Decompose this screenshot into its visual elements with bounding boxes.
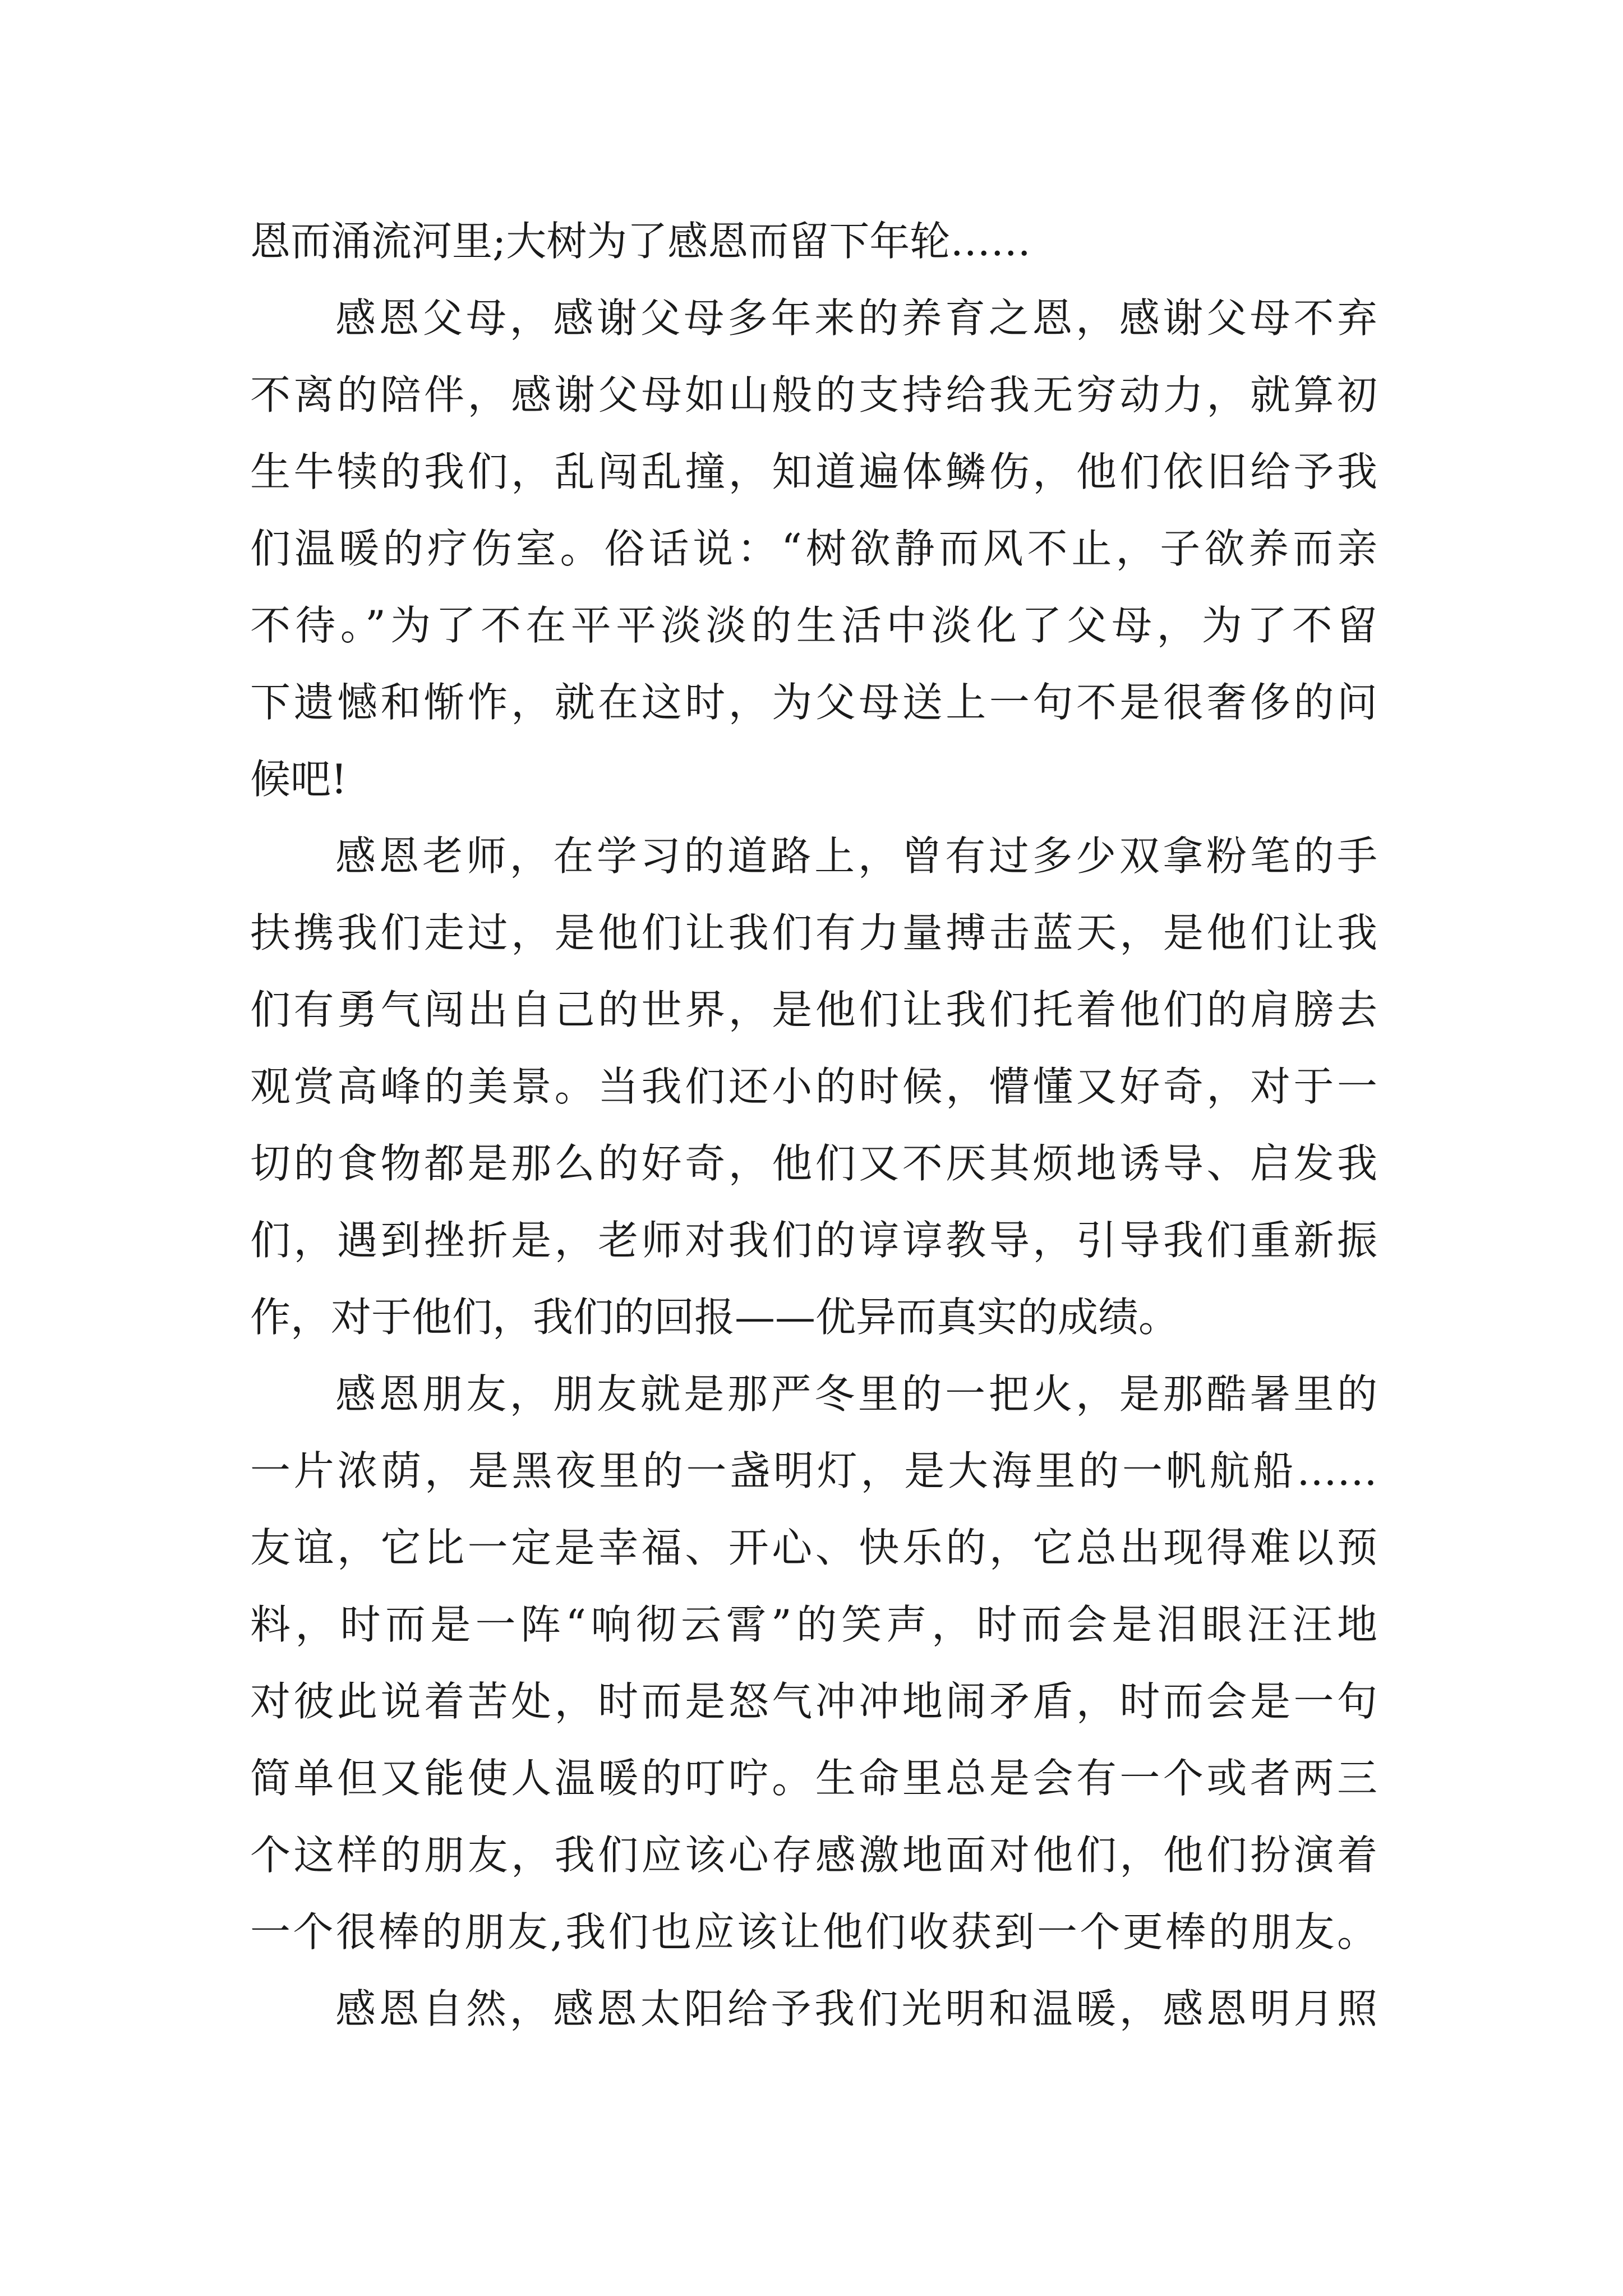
text-line: 不待。”为了不在平平淡淡的生活中淡化了父母，为了不留 bbox=[250, 602, 1377, 649]
text-line: 切的食物都是那么的好奇，他们又不厌其烦地诱导、启发我 bbox=[250, 1140, 1377, 1187]
text-line: 料，时而是一阵“响彻云霄”的笑声，时而会是泪眼汪汪地 bbox=[250, 1601, 1377, 1648]
text-line: 作，对于他们，我们的回报——优异而真实的成绩。 bbox=[250, 1294, 1179, 1341]
text-line: 一个很棒的朋友,我们也应该让他们收获到一个更棒的朋友。 bbox=[250, 1908, 1377, 1955]
text-line: 恩而涌流河里;大树为了感恩而留下年轮…… bbox=[250, 218, 1031, 265]
paragraph-first-line: 感恩父母，感谢父母多年来的养育之恩，感谢父母不弃 bbox=[335, 295, 1377, 342]
text-line: 候吧! bbox=[250, 756, 347, 803]
text-line: 友谊，它比一定是幸福、开心、快乐的，它总出现得难以预 bbox=[250, 1524, 1377, 1571]
text-line: 对彼此说着苦处，时而是怒气冲冲地闹矛盾，时而会是一句 bbox=[250, 1678, 1377, 1725]
text-line: 们有勇气闯出自己的世界，是他们让我们托着他们的肩膀去 bbox=[250, 986, 1377, 1033]
text-line: 个这样的朋友，我们应该心存感激地面对他们，他们扮演着 bbox=[250, 1832, 1377, 1879]
paragraph-first-line: 感恩自然，感恩太阳给予我们光明和温暖，感恩明月照 bbox=[335, 1985, 1377, 2032]
paragraph-first-line: 感恩老师，在学习的道路上，曾有过多少双拿粉笔的手 bbox=[335, 832, 1377, 880]
text-line: 们温暖的疗伤室。俗话说：“树欲静而风不止，子欲养而亲 bbox=[250, 525, 1377, 572]
paragraph-first-line: 感恩朋友，朋友就是那严冬里的一把火，是那酷暑里的 bbox=[335, 1370, 1377, 1418]
text-line: 扶携我们走过，是他们让我们有力量搏击蓝天，是他们让我 bbox=[250, 909, 1377, 956]
text-line: 们，遇到挫折是，老师对我们的谆谆教导，引导我们重新振 bbox=[250, 1217, 1377, 1264]
text-line: 生牛犊的我们，乱闯乱撞，知道遍体鳞伤，他们依旧给予我 bbox=[250, 448, 1377, 495]
text-line: 一片浓荫，是黑夜里的一盏明灯，是大海里的一帆航船…… bbox=[250, 1447, 1377, 1494]
text-line: 下遗憾和惭怍，就在这时，为父母送上一句不是很奢侈的问 bbox=[250, 679, 1377, 726]
text-line: 简单但又能使人温暖的叮咛。生命里总是会有一个或者两三 bbox=[250, 1755, 1377, 1802]
text-line: 不离的陪伴，感谢父母如山般的支持给我无穷动力，就算初 bbox=[250, 371, 1377, 418]
text-line: 观赏高峰的美景。当我们还小的时候，懵懂又好奇，对于一 bbox=[250, 1063, 1377, 1110]
body-text bbox=[250, 203, 1377, 2047]
